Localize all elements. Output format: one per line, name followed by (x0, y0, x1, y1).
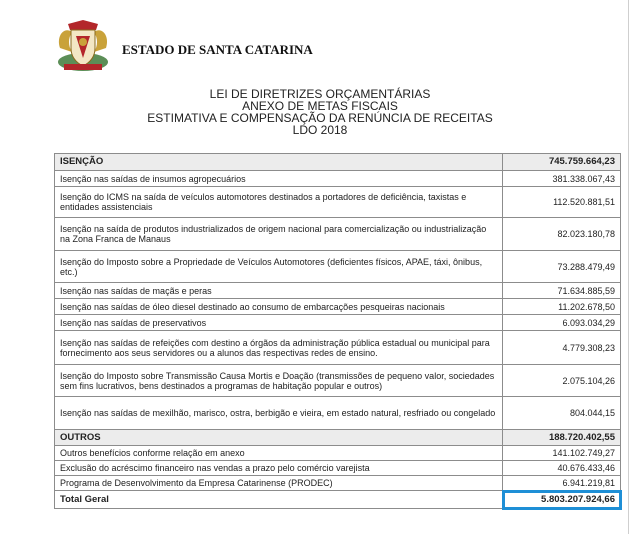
table-row (55, 187, 621, 218)
row-description: Isenção nas saídas de maçãs e peras (55, 283, 503, 299)
row-description: Isenção do Imposto sobre Transmissão Causa Mortis e Doação (transmissões de pequeno valor, sociedades sem fins lucrativos, bens destinados a programas de habitação popular e outros) (55, 365, 503, 397)
section-row-isencao (55, 154, 621, 171)
row-description: Isenção nas saídas de refeições com destino a órgãos da administração pública estadual ou municipal para fornecimento aos seus servidores ou a alunos das respectivas redes de ensino. (55, 331, 503, 365)
row-description: Isenção nas saídas de insumos agropecuários (55, 171, 503, 187)
row-value: 2.075.104,26 (503, 365, 621, 397)
section-total: 188.720.402,55 (503, 430, 621, 446)
renuncia-table (54, 153, 621, 509)
coat-of-arms-icon (54, 18, 112, 76)
row-description: Outros benefícios conforme relação em anexo (55, 446, 503, 461)
row-description: Exclusão do acréscimo financeiro nas vendas a prazo pelo comércio varejista (55, 461, 503, 476)
row-description: Isenção nas saídas de óleo diesel destinado ao consumo de embarcações pesqueiras nacionais (55, 299, 503, 315)
document-header (54, 18, 334, 80)
row-value: 71.634.885,59 (503, 283, 621, 299)
row-description: Isenção do Imposto sobre a Propriedade de Veículos Automotores (deficientes físicos, APAE, táxi, ônibus, etc.) (55, 251, 503, 283)
table-row (55, 251, 621, 283)
table-row (55, 461, 621, 476)
row-value: 82.023.180,78 (503, 218, 621, 251)
table-row (55, 331, 621, 365)
state-title: ESTADO DE SANTA CATARINA (122, 42, 313, 57)
table-row (55, 446, 621, 461)
row-description: Isenção na saída de produtos industrializados de origem nacional para comercialização ou industrialização na Zona Franca de Manaus (55, 218, 503, 251)
document-titles (60, 88, 580, 136)
title-line: ANEXO DE METAS FISCAIS (242, 99, 398, 113)
row-value: 112.520.881,51 (503, 187, 621, 218)
row-value: 6.093.034,29 (503, 315, 621, 331)
table-row (55, 218, 621, 251)
grand-total-value: 5.803.207.924,66 (503, 491, 621, 509)
section-label: OUTROS (55, 430, 503, 446)
section-total: 745.759.664,23 (503, 154, 621, 171)
row-description: Programa de Desenvolvimento da Empresa Catarinense (PRODEC) (55, 476, 503, 491)
table-row (55, 397, 621, 430)
table-row (55, 171, 621, 187)
grand-total-row (55, 491, 621, 509)
section-row-outros (55, 430, 621, 446)
table-row (55, 283, 621, 299)
row-description: Isenção do ICMS na saída de veículos automotores destinados a portadores de deficiência, taxistas e entidades assistenciais (55, 187, 503, 218)
row-value: 6.941.219,81 (503, 476, 621, 491)
table-row (55, 315, 621, 331)
row-value: 40.676.433,46 (503, 461, 621, 476)
row-value: 11.202.678,50 (503, 299, 621, 315)
table-row (55, 299, 621, 315)
title-line: ESTIMATIVA E COMPENSAÇÃO DA RENÚNCIA DE RECEITAS (147, 111, 493, 125)
grand-total-label: Total Geral (55, 491, 503, 509)
row-value: 381.338.067,43 (503, 171, 621, 187)
table-row (55, 365, 621, 397)
title-line: LEI DE DIRETRIZES ORÇAMENTÁRIAS (209, 87, 431, 101)
row-value: 141.102.749,27 (503, 446, 621, 461)
row-value: 4.779.308,23 (503, 331, 621, 365)
row-description: Isenção nas saídas de mexilhão, marisco, ostra, berbigão e vieira, em estado natural, resfriado ou congelado (55, 397, 503, 430)
section-label: ISENÇÃO (55, 154, 503, 171)
title-line: LDO 2018 (292, 123, 348, 137)
table-row (55, 476, 621, 491)
row-description: Isenção nas saídas de preservativos (55, 315, 503, 331)
row-value: 804.044,15 (503, 397, 621, 430)
page-edge (628, 0, 629, 534)
row-value: 73.288.479,49 (503, 251, 621, 283)
